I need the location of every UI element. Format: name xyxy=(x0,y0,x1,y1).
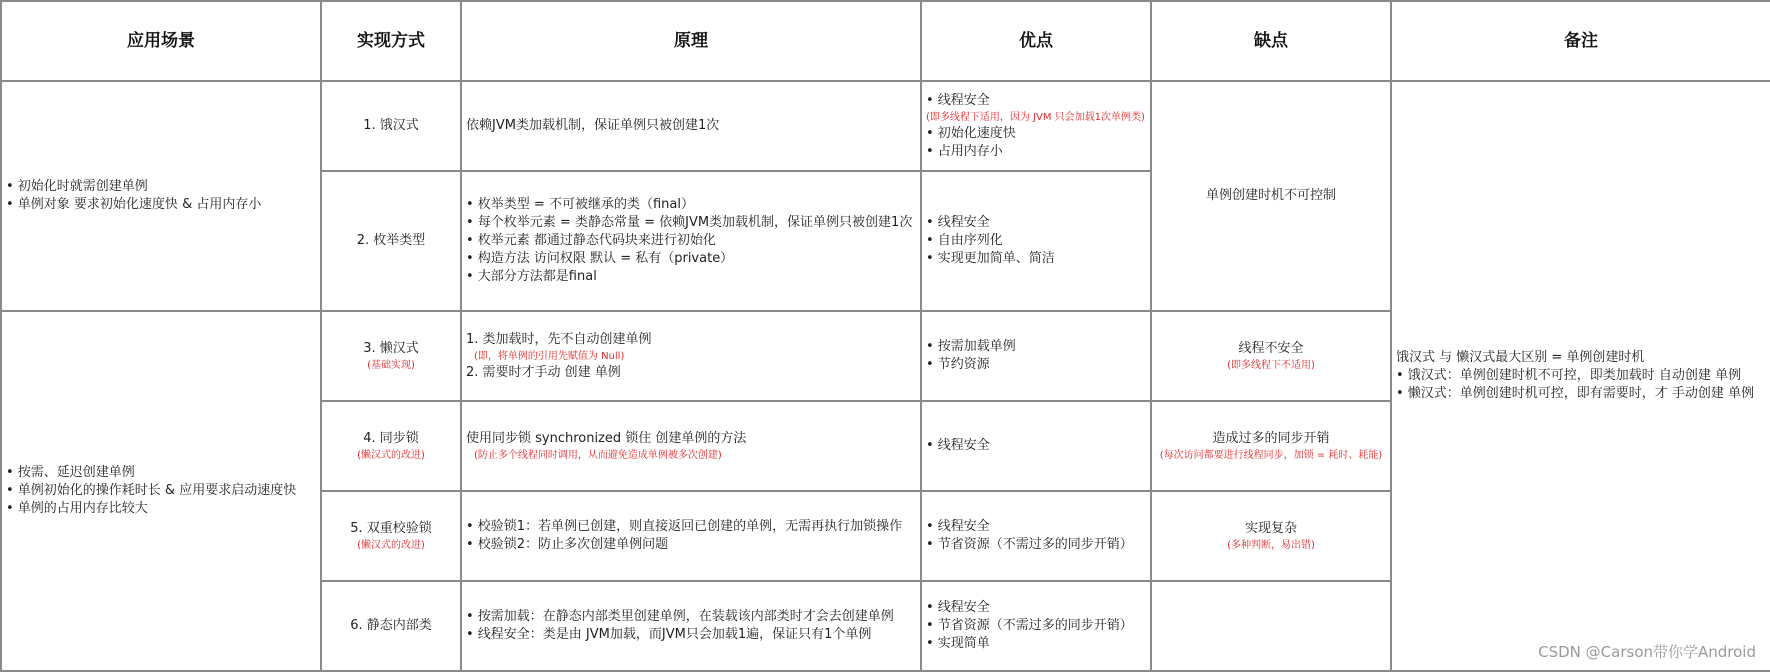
principle-cell xyxy=(461,401,921,491)
principle-line: • 大部分方法都是final xyxy=(466,269,597,284)
scenario-lazy-cell xyxy=(1,311,321,671)
method-label: 3. 懒汉式 xyxy=(363,340,419,356)
header-cons: 缺点 xyxy=(1151,1,1391,81)
cons-cell xyxy=(1151,401,1391,491)
remarks-line: • 饿汉式：单例创建时机不可控，即类加载时 自动创建 单例 xyxy=(1396,368,1742,383)
method-label: 5. 双重校验锁 xyxy=(350,520,432,536)
principle-note: (即，将单例的引用先赋值为 Null) xyxy=(474,350,625,362)
principle-line: 1. 类加载时，先不自动创建单例 xyxy=(466,331,652,347)
pros-line: • 节约资源 xyxy=(926,357,990,372)
principle-line: • 构造方法 访问权限 默认 = 私有（private） xyxy=(466,251,734,266)
pros-line: • 线程安全 xyxy=(926,92,990,108)
method-cell xyxy=(321,171,461,311)
header-remarks: 备注 xyxy=(1391,1,1770,81)
principle-line: • 校验锁1：若单例已创建，则直接返回已创建的单例，无需再执行加锁操作 xyxy=(466,519,903,534)
principle-cell xyxy=(461,581,921,671)
pros-line: • 占用内存小 xyxy=(926,143,1003,159)
scenario-lazy-line: • 单例初始化的操作耗时长 & 应用要求启动速度快 xyxy=(6,483,297,498)
pros-line: • 线程安全 xyxy=(926,215,990,230)
shared-cons-text: 单例创建时机不可控制 xyxy=(1205,188,1336,203)
method-cell xyxy=(321,81,461,171)
principle-cell xyxy=(461,81,921,171)
principle-line: • 枚举元素 都通过静态代码块来进行初始化 xyxy=(466,233,716,248)
pros-note: (即多线程下适用，因为 JVM 只会加载1次单例类) xyxy=(926,111,1145,123)
method-cell xyxy=(321,311,461,401)
principle-line: • 校验锁2：防止多次创建单例问题 xyxy=(466,537,669,552)
principle-note: (防止多个线程同时调用，从而避免造成单例被多次创建) xyxy=(474,449,722,461)
pros-line: • 自由序列化 xyxy=(926,233,1003,248)
cons-cell xyxy=(1151,311,1391,401)
header-scenario: 应用场景 xyxy=(1,1,321,81)
scenario-lazy-line: • 单例的占用内存比较大 xyxy=(6,501,148,516)
watermark: CSDN @Carson带你学Android xyxy=(1538,643,1756,661)
principle-line: • 线程安全：类是由 JVM加载，而JVM只会加载1遍，保证只有1个单例 xyxy=(466,627,872,642)
shared-cons-cell xyxy=(1151,81,1391,311)
header-pros: 优点 xyxy=(921,1,1151,81)
principle-text: 依赖JVM类加载机制，保证单例只被创建1次 xyxy=(466,118,720,133)
method-cell xyxy=(321,491,461,581)
pros-cell xyxy=(921,401,1151,491)
method-cell xyxy=(321,401,461,491)
pros-cell xyxy=(921,171,1151,311)
cons-cell-empty xyxy=(1151,581,1391,671)
cons-note: (即多线程下不适用) xyxy=(1227,359,1315,371)
pros-cell xyxy=(921,581,1151,671)
cons-cell xyxy=(1151,491,1391,581)
principle-line: 2. 需要时才手动 创建 单例 xyxy=(466,364,621,380)
pros-cell xyxy=(921,491,1151,581)
header-method: 实现方式 xyxy=(321,1,461,81)
principle-line: • 枚举类型 = 不可被继承的类（final） xyxy=(466,197,694,212)
principle-cell xyxy=(461,311,921,401)
pros-line: • 线程安全 xyxy=(926,438,990,453)
pros-line: • 线程安全 xyxy=(926,600,990,615)
scenario-eager-line: • 初始化时就需创建单例 xyxy=(6,179,148,194)
remarks-line: • 懒汉式：单例创建时机可控，即有需要时，才 手动创建 单例 xyxy=(1396,386,1755,401)
principle-cell xyxy=(461,171,921,311)
method-label: 6. 静态内部类 xyxy=(350,618,432,633)
pros-line: • 初始化速度快 xyxy=(926,125,1016,141)
remarks-cell xyxy=(1391,81,1770,671)
method-cell xyxy=(321,581,461,671)
cons-text: 线程不安全 xyxy=(1238,340,1304,356)
method-label: 1. 饿汉式 xyxy=(363,118,419,133)
scenario-lazy-line: • 按需、延迟创建单例 xyxy=(6,465,135,480)
pros-cell xyxy=(921,81,1151,171)
pros-line: • 节省资源（不需过多的同步开销） xyxy=(926,537,1133,552)
pros-line: • 节省资源（不需过多的同步开销） xyxy=(926,618,1133,633)
scenario-eager-cell xyxy=(1,81,321,311)
pros-line: • 线程安全 xyxy=(926,519,990,534)
table-row xyxy=(1,81,1770,171)
pros-line: • 实现简单 xyxy=(926,636,990,651)
pros-line: • 实现更加简单、简洁 xyxy=(926,251,1055,266)
cons-text: 造成过多的同步开销 xyxy=(1212,430,1330,446)
header-principle: 原理 xyxy=(461,1,921,81)
pros-line: • 按需加载单例 xyxy=(926,339,1016,354)
cons-text: 实现复杂 xyxy=(1244,520,1297,536)
method-note: (懒汉式的改进) xyxy=(357,449,425,461)
remarks-line: 饿汉式 与 懒汉式最大区别 = 单例创建时机 xyxy=(1396,350,1645,365)
cons-note: (每次访问都要进行线程同步，加锁 = 耗时、耗能) xyxy=(1159,449,1383,461)
principle-line: • 每个枚举元素 = 类静态常量 = 依赖JVM类加载机制，保证单例只被创建1次 xyxy=(466,215,913,230)
method-note: (懒汉式的改进) xyxy=(357,539,425,551)
principle-line: 使用同步锁 synchronized 锁住 创建单例的方法 xyxy=(466,430,747,446)
method-label: 2. 枚举类型 xyxy=(356,233,426,248)
principle-line: • 按需加载：在静态内部类里创建单例，在装载该内部类时才会去创建单例 xyxy=(466,609,894,624)
pros-cell xyxy=(921,311,1151,401)
header-row xyxy=(1,1,1770,81)
scenario-eager-line: • 单例对象 要求初始化速度快 & 占用内存小 xyxy=(6,197,262,212)
cons-note: (多种判断，易出错) xyxy=(1227,539,1315,551)
method-note: (基础实现) xyxy=(367,359,415,371)
method-label: 4. 同步锁 xyxy=(363,430,419,446)
principle-cell xyxy=(461,491,921,581)
